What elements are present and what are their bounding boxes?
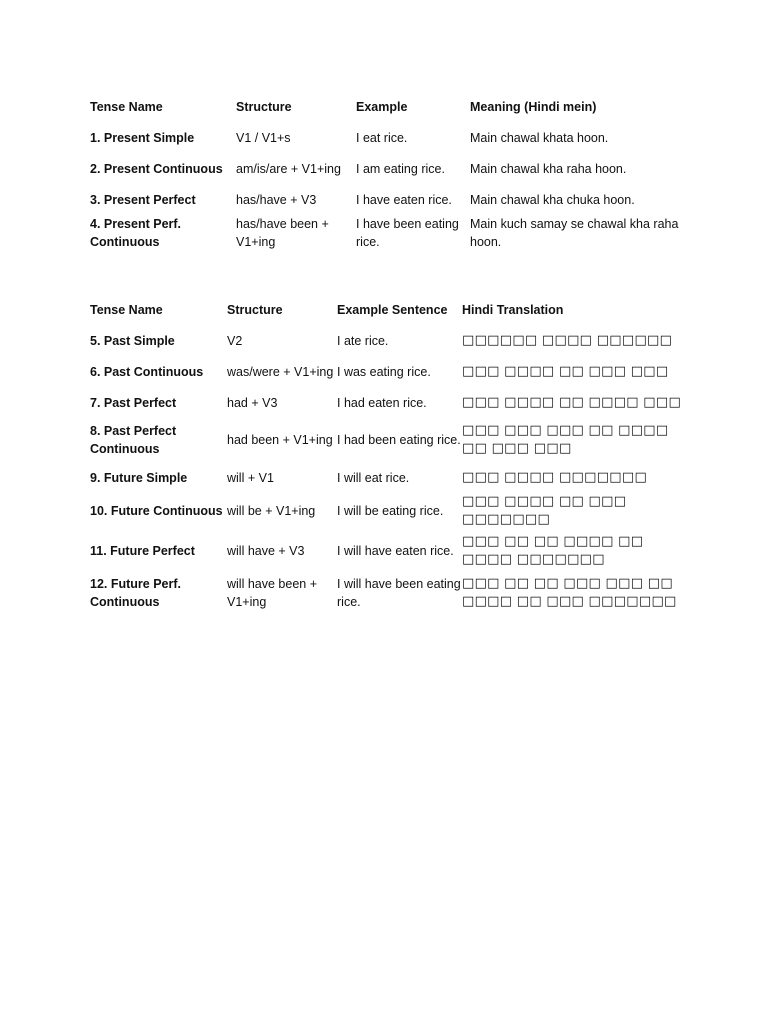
table-header-row bbox=[90, 294, 690, 325]
table-row bbox=[90, 184, 690, 215]
header-tense-name: Tense Name bbox=[90, 302, 163, 317]
table-row bbox=[90, 573, 690, 617]
table-row bbox=[90, 325, 690, 356]
hindi-translation-cell: □□□ □□□□ □□ □□□ □□□ bbox=[462, 363, 669, 379]
hindi-translation-cell: □□□ □□□□ □□□□□□□ bbox=[462, 469, 648, 485]
table-header-row bbox=[90, 91, 690, 122]
example-cell: I had been eating rice. bbox=[337, 433, 461, 447]
meaning-cell: Main chawal khata hoon. bbox=[470, 130, 609, 145]
hindi-translation-cell: □□□ □□ □□ □□□ □□□ □□ □□□□ □□ □□□ □□□□□□□ bbox=[462, 576, 677, 609]
tense-name-cell: 4. Present Perf. Continuous bbox=[90, 217, 182, 249]
meaning-cell: Main chawal kha raha hoon. bbox=[470, 161, 627, 176]
header-structure: Structure bbox=[236, 99, 292, 114]
example-cell: I have eaten rice. bbox=[356, 192, 452, 207]
hindi-translation-cell: □□□ □□ □□ □□□□ □□ □□□□ □□□□□□□ bbox=[462, 534, 644, 567]
tense-name-cell: 1. Present Simple bbox=[90, 130, 195, 145]
table-row bbox=[90, 153, 690, 184]
tense-name-cell: 10. Future Continuous bbox=[90, 504, 223, 518]
example-cell: I have been eating rice. bbox=[356, 217, 459, 249]
table-row bbox=[90, 462, 690, 493]
tense-name-cell: 3. Present Perfect bbox=[90, 192, 196, 207]
example-cell: I ate rice. bbox=[337, 333, 389, 348]
hindi-translation-cell: □□□ □□□ □□□ □□ □□□□ □□ □□□ □□□ bbox=[462, 423, 669, 456]
tense-name-cell: 5. Past Simple bbox=[90, 333, 175, 348]
header-tense-name: Tense Name bbox=[90, 99, 163, 114]
tense-name-cell: 8. Past Perfect Continuous bbox=[90, 424, 177, 456]
structure-cell: will be + V1+ing bbox=[227, 504, 316, 518]
hindi-translation-cell: □□□ □□□□ □□ □□□ □□□□□□□ bbox=[462, 494, 627, 527]
tense-name-cell: 7. Past Perfect bbox=[90, 395, 177, 410]
table-row bbox=[90, 356, 690, 387]
tense-name-cell: 11. Future Perfect bbox=[90, 544, 195, 558]
structure-cell: has/have + V3 bbox=[236, 192, 317, 207]
table-row bbox=[90, 387, 690, 418]
meaning-cell: Main kuch samay se chawal kha raha hoon. bbox=[470, 217, 679, 249]
structure-cell: was/were + V1+ing bbox=[227, 364, 334, 379]
example-cell: I had eaten rice. bbox=[337, 395, 427, 410]
past-future-tense-table bbox=[90, 294, 690, 617]
table-row bbox=[90, 418, 690, 462]
example-cell: I will have eaten rice. bbox=[337, 544, 454, 558]
structure-cell: had been + V1+ing bbox=[227, 433, 333, 447]
structure-cell: has/have been + V1+ing bbox=[236, 217, 329, 249]
tense-name-cell: 12. Future Perf. Continuous bbox=[90, 577, 181, 609]
header-example: Example bbox=[356, 99, 408, 114]
hindi-translation-cell: □□□□□□ □□□□ □□□□□□ bbox=[462, 332, 673, 348]
header-structure: Structure bbox=[227, 302, 283, 317]
example-cell: I will have been eating rice. bbox=[337, 577, 461, 609]
tense-name-cell: 9. Future Simple bbox=[90, 470, 188, 485]
structure-cell: will have been + V1+ing bbox=[227, 577, 317, 609]
tense-name-cell: 2. Present Continuous bbox=[90, 161, 223, 176]
present-tense-table bbox=[90, 91, 690, 259]
tense-name-cell: 6. Past Continuous bbox=[90, 364, 204, 379]
example-cell: I will be eating rice. bbox=[337, 504, 444, 518]
structure-cell: am/is/are + V1+ing bbox=[236, 161, 341, 176]
table-row bbox=[90, 493, 690, 529]
table-row bbox=[90, 215, 690, 259]
header-meaning: Meaning (Hindi mein) bbox=[470, 99, 597, 114]
hindi-translation-cell: □□□ □□□□ □□ □□□□ □□□ bbox=[462, 394, 682, 410]
structure-cell: V1 / V1+s bbox=[236, 130, 291, 145]
structure-cell: will + V1 bbox=[227, 470, 274, 485]
table-row bbox=[90, 529, 690, 573]
example-cell: I will eat rice. bbox=[337, 470, 410, 485]
structure-cell: had + V3 bbox=[227, 395, 278, 410]
header-example-sentence: Example Sentence bbox=[337, 302, 448, 317]
example-cell: I am eating rice. bbox=[356, 161, 445, 176]
table-row bbox=[90, 122, 690, 153]
structure-cell: will have + V3 bbox=[227, 544, 305, 558]
meaning-cell: Main chawal kha chuka hoon. bbox=[470, 192, 635, 207]
structure-cell: V2 bbox=[227, 333, 243, 348]
header-hindi-translation: Hindi Translation bbox=[462, 302, 564, 317]
example-cell: I eat rice. bbox=[356, 130, 408, 145]
example-cell: I was eating rice. bbox=[337, 364, 431, 379]
